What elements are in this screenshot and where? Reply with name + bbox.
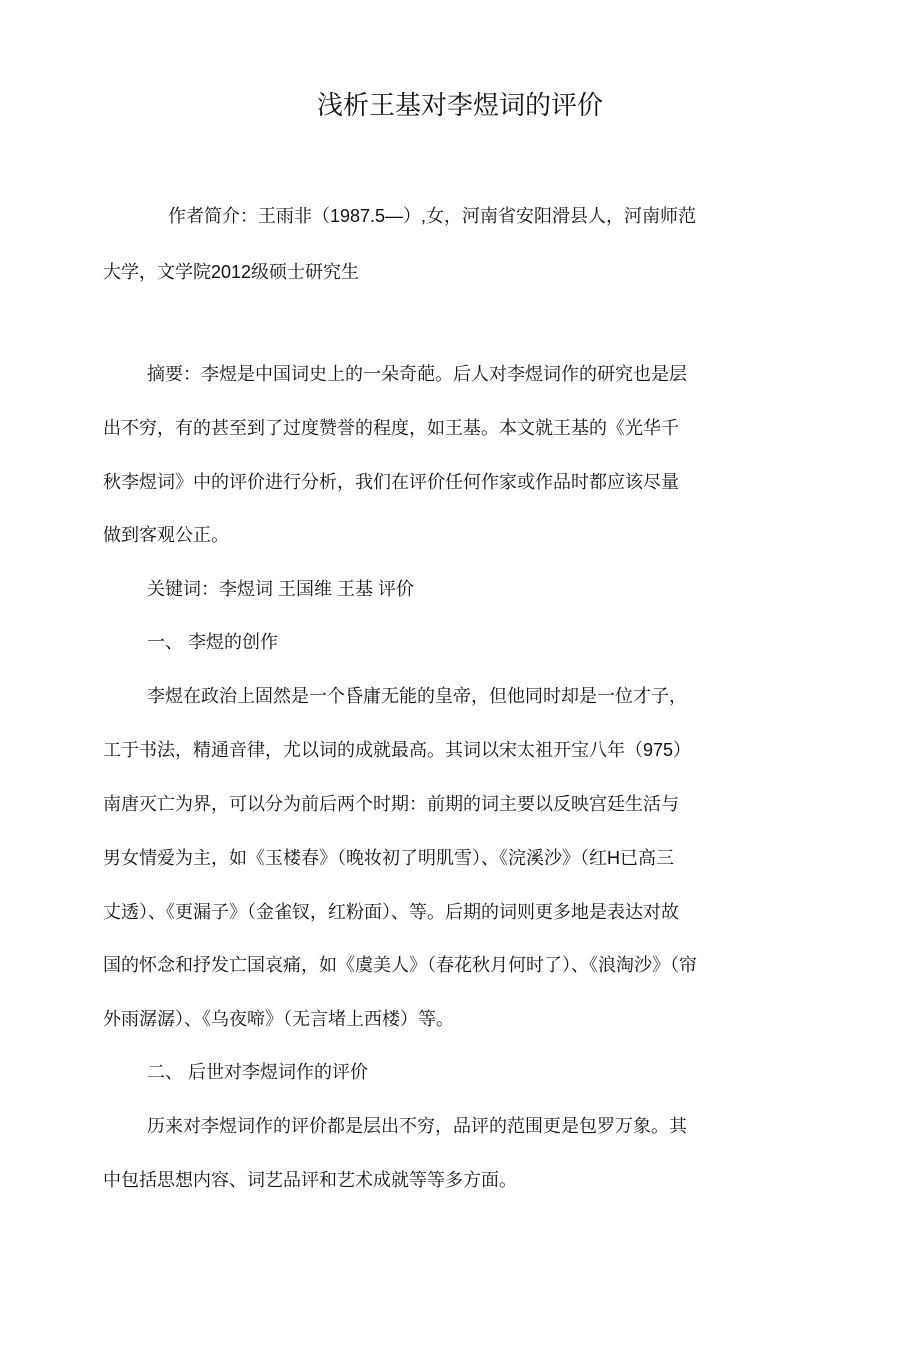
abstract-line: 做到客观公正。 xyxy=(103,525,229,545)
abstract-line: 摘要：李煜是中国词史上的一朵奇葩。后人对李煜词作的研究也是层 xyxy=(147,364,687,384)
paragraph-line: 中包括思想内容、词艺品评和艺术成就等等多方面。 xyxy=(103,1170,517,1190)
author-line: 大学，文学院2012级硕士研究生 xyxy=(103,262,360,282)
abstract-line: 出不穷，有的甚至到了过度赞誉的程度，如王基。本文就王基的《光华千 xyxy=(103,418,679,438)
paragraph-line: 李煜在政治上固然是一个昏庸无能的皇帝，但他同时却是一位才子， xyxy=(147,686,687,706)
paragraph-line: 工于书法，精通音律，尤以词的成就最高。其词以宋太祖开宝八年（975） xyxy=(103,740,692,760)
paragraph-line: 国的怀念和抒发亡国哀痛，如《虞美人》（春花秋月何时了）、《浪淘沙》（帘 xyxy=(103,955,697,975)
paragraph-line: 男女情爱为主，如《玉楼春》（晚妆初了明肌雪）、《浣溪沙》（红H已高三 xyxy=(103,848,674,868)
abstract-line: 秋李煜词》中的评价进行分析，我们在评价任何作家或作品时都应该尽量 xyxy=(103,472,679,492)
document-title: 浅析王基对李煜词的评价 xyxy=(316,90,603,120)
section-heading: 二、 后世对李煜词作的评价 xyxy=(147,1062,368,1082)
paragraph-line: 南唐灭亡为界，可以分为前后两个时期：前期的词主要以反映宫廷生活与 xyxy=(103,794,679,814)
keywords: 关键词：李煜词 王国维 王基 评价 xyxy=(147,579,415,599)
paragraph-line: 历来对李煜词作的评价都是层出不穷，品评的范围更是包罗万象。其 xyxy=(147,1116,687,1136)
section-heading: 一、 李煜的创作 xyxy=(147,632,279,652)
paragraph-line: 外雨潺潺）、《乌夜啼》（无言堵上西楼）等。 xyxy=(103,1009,454,1029)
paragraph-line: 丈透）、《更漏子》（金雀钗，红粉面）、等。后期的词则更多地是表达对故 xyxy=(103,902,679,922)
author-line: 作者简介：王雨非（1987.5—）,女，河南省安阳滑县人，河南师范 xyxy=(168,206,697,226)
